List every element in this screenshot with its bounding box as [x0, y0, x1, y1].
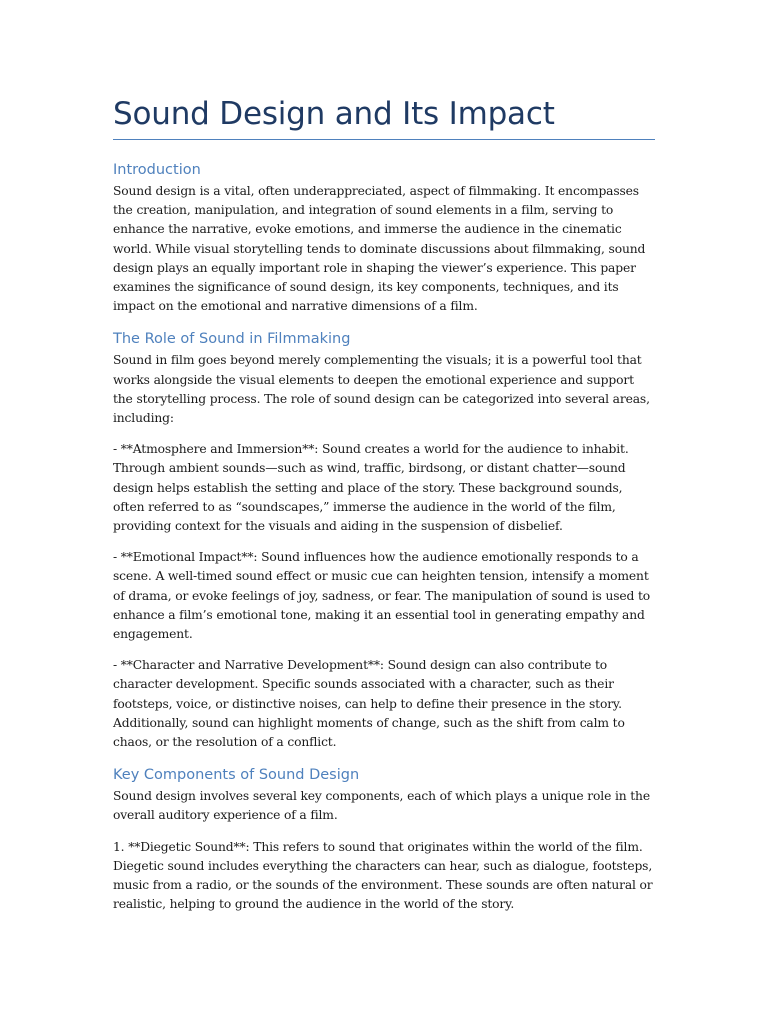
paragraph: - **Character and Narrative Development**: Sound design can also contribute to character development. Specific sounds associated with a character, such as their footsteps, voice, or distinctive noises, can help to define their presence in the story. Additionally, sound can highlight moments of change, such as the shift from calm to chaos, or the resolution of a conflict. — [113, 658, 625, 750]
section-heading-introduction: Introduction — [113, 162, 201, 178]
paragraph: Sound in film goes beyond merely complementing the visuals; it is a powerful tool that works alongside the visual elements to deepen the emotional experience and support the storytelling process. The role of sound design can be categorized into several areas, including: — [113, 353, 650, 426]
document-title: Sound Design and Its Impact — [113, 96, 555, 132]
title-divider — [113, 139, 655, 140]
section-heading-role-of-sound: The Role of Sound in Filmmaking — [113, 331, 351, 348]
paragraph: Sound design involves several key components, each of which plays a unique role in the overall auditory experience of a film. — [113, 789, 650, 823]
paragraph: - **Emotional Impact**: Sound influences how the audience emotionally responds to a scene. A well-timed sound effect or music cue can heighten tension, intensify a moment of drama, or evoke feelings of joy, sadness, or fear. The manipulation of sound is used to enhance a film’s emotional tone, making it an essential tool in generating empathy and engagement. — [113, 550, 651, 642]
paragraph: 1. **Diegetic Sound**: This refers to sound that originates within the world of the film. Diegetic sound includes everything the characters can hear, such as dialogue, footsteps, music from a radio, or the sounds of the environment. These sounds are often natural or realistic, helping to ground the audience in the world of the story. — [113, 839, 653, 912]
paragraph: - **Atmosphere and Immersion**: Sound creates a world for the audience to inhabit. Through ambient sounds—such as wind, traffic, birdsong, or distant chatter—sound design helps establish the setting and place of the story. These background sounds, often referred to as “soundscapes,” immerse the audience in the world of the film, providing context for the visuals and aiding in the suspension of disbelief. — [113, 442, 629, 534]
paragraph: Sound design is a vital, often underappreciated, aspect of filmmaking. It encompasses the creation, manipulation, and integration of sound elements in a film, serving to enhance the narrative, evoke emotions, and immerse the audience in the cinematic world. While visual storytelling tends to dominate discussions about filmmaking, sound design plays an equally important role in shaping the viewer’s experience. This paper examines the significance of sound design, its key components, techniques, and its impact on the emotional and narrative dimensions of a film. — [113, 184, 646, 314]
section-heading-key-components: Key Components of Sound Design — [113, 767, 360, 784]
